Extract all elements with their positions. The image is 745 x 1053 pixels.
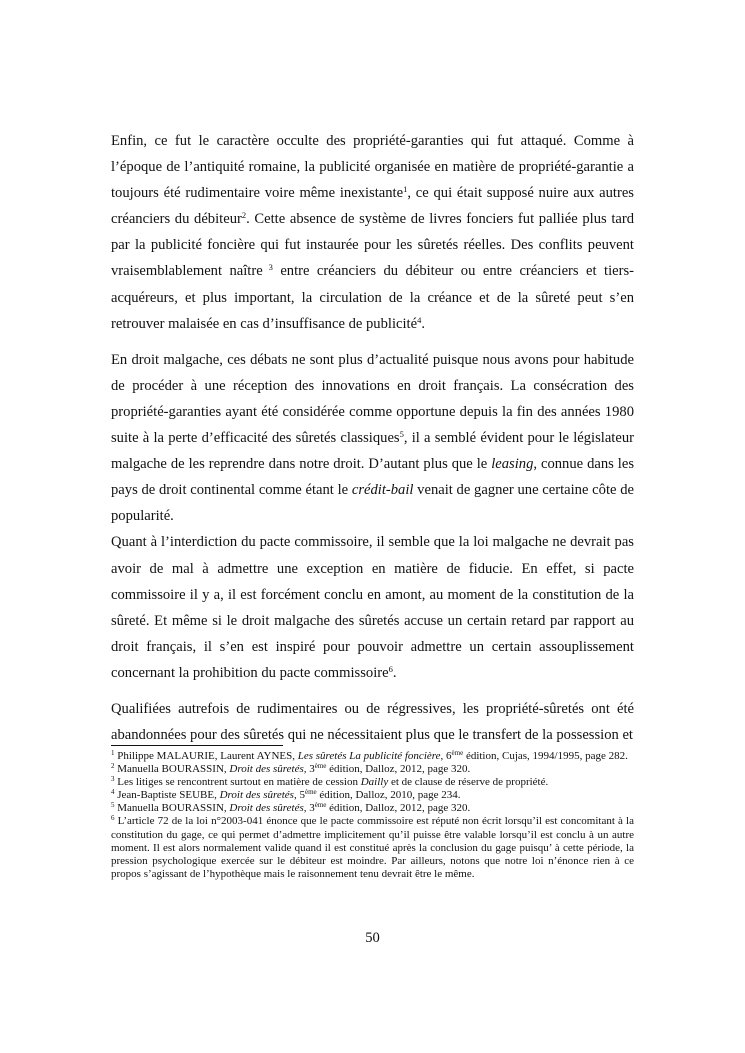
footnote-ref-5[interactable]: 5: [399, 429, 404, 440]
footnote-6: $^6$ L’article 72 de la loi n°2003-041 énonce que le pacte commissoire est réputé non écrit lorsqu’il est concomitant à la constitution du gage, ce qui permet d’admettre implicitement qu’il puisse être valable lorsqu’il est conclu à un autre moment. Il est alors normalement valide quand il est constitué après la conclusion du gage puisqu’ à cette période, la pression psychologique exercée sur le débiteur est moindre. Par ailleurs, notons que notre loi n’énonce rien à ce propos s’agissant de l’hypothèque mais le raisonnement tenu devrait être le même.: [111, 814, 634, 880]
footnote-4: $^4$ Jean-Baptiste SEUBE, Droit des sûretés, 5ème édition, Dalloz, 2010, page 234.: [111, 788, 461, 802]
footnotes: [111, 750, 634, 881]
footnote-3: $^3$ Les litiges se rencontrent surtout en matière de cession Dailly et de clause de réserve de propriété.: [111, 775, 549, 789]
footnote-1: $^1$ Philippe MALAURIE, Laurent AYNES, Les sûretés La publicité foncière, 6ème édition, Cujas, 1994/1995, page 282.: [111, 749, 628, 762]
footnote-2: $^2$ Manuella BOURASSIN, Droit des sûretés, 3ème édition, Dalloz, 2012, page 320.: [111, 762, 471, 776]
footnote-ref-6[interactable]: 6: [388, 663, 393, 674]
paragraph-1: Enfin, ce fut le caractère occulte des propriété-garanties qui fut attaqué. Comme à l’époque de l’antiquité romaine, la publicité organisée en matière de propriété-garantie a toujours été rudimentaire voire même inexistante$^1$, ce qui était supposé nuire aux autres créanciers du débiteur$^2$. Cette absence de système de livres fonciers fut palliée plus tard par la publicité foncière qui fut instaurée pour les sûretés réelles. Des conflits peuvent vraisemblablement naître $^3$ entre créanciers du débiteur ou entre créanciers et tiers-acquéreurs, et plus important, la circulation de la créance et de la sûreté peut s’en retrouver malaisée en cas d’insuffisance de publicité$^4$.: [111, 133, 635, 332]
paragraph-4: Qualifiées autrefois de rudimentaires ou de régressives, les propriété-sûretés ont été abandonnées pour des sûretés qui ne nécessitaient plus que le transfert de la possession et: [111, 700, 634, 744]
footnote-ref-1[interactable]: 1: [403, 184, 408, 195]
footnote-ref-4[interactable]: 4: [417, 314, 422, 325]
term-credit-bail: crédit-bail: [351, 482, 414, 499]
footnote-ref-2[interactable]: 2: [241, 210, 247, 221]
page-number: 50: [365, 930, 380, 946]
footnote-5: $^5$ Manuella BOURASSIN, Droit des sûretés, 3ème édition, Dalloz, 2012, page 320.: [111, 801, 471, 815]
body-text: [111, 128, 634, 748]
paragraph-2: En droit malgache, ces débats ne sont plus d’actualité puisque nous avons pour habitude de procéder à une réception des innovations en droit français. La consécration des propriété-garanties ayant été considérée comme opportune depuis la fin des années 1980 suite à la perte d’efficacité des sûretés classiques$^5$, il a semblé évident pour le législateur malgache de les reprendre dans notre droit. D’autant plus que le leasing, connue dans les pays de droit continental comme étant le crédit-bail venait de gagner une certaine côte de popularité.: [111, 351, 634, 525]
term-leasing: leasing: [491, 456, 534, 473]
footnote-ref-3[interactable]: 3: [262, 262, 273, 273]
footnote-separator: [111, 745, 283, 746]
paragraph-3: Quant à l’interdiction du pacte commissoire, il semble que la loi malgache ne devrait pas avoir de mal à admettre une exception en matière de fiducie. En effet, si pacte commissoire il y a, il est forcément conclu en amont, au moment de la constitution de la sûreté. Et même si le droit malgache des sûretés accuse un certain retard par rapport au droit français, il s’en est inspiré pour pouvoir admettre un certain assouplissement concernant la prohibition du pacte commissoire$^6$.: [111, 534, 634, 681]
